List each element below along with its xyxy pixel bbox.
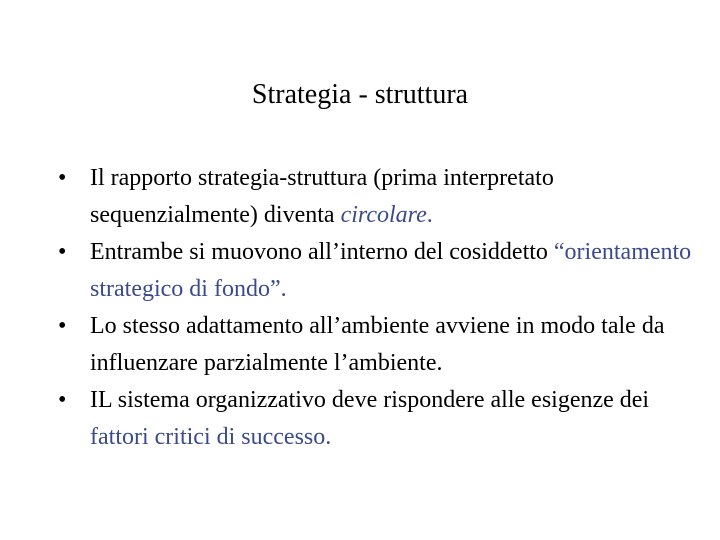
bullet-text: Il rapporto strategia-struttura (prima interpretato sequenzialmente) diventa <box>90 165 554 228</box>
bullet-list <box>58 160 698 456</box>
bullet-text-end: . <box>325 424 332 450</box>
bullet-item-2 <box>58 234 698 308</box>
bullet-text-end: . <box>426 202 433 228</box>
bullet-marker: • <box>58 165 67 191</box>
bullet-accent-text: circolare <box>340 202 427 228</box>
bullet-accent-text: “orientamento strategico di fondo”. <box>90 239 692 302</box>
bullet-text: Lo stesso adattamento all’ambiente avviene in modo tale da influenzare parzialmente l’ambiente. <box>90 313 665 376</box>
bullet-item-4 <box>58 382 698 456</box>
bullet-marker: • <box>58 387 67 413</box>
slide-title: Strategia - struttura <box>251 79 469 110</box>
bullet-accent-text: fattori critici di successo <box>90 424 326 450</box>
bullet-marker: • <box>58 239 67 265</box>
bullet-text: Entrambe si muovono all’interno del cosiddetto <box>90 239 554 265</box>
bullet-marker: • <box>58 313 67 339</box>
bullet-item-1 <box>58 160 698 234</box>
bullet-item-3 <box>58 308 698 382</box>
bullet-text: IL sistema organizzativo deve rispondere alle esigenze dei <box>90 387 650 413</box>
